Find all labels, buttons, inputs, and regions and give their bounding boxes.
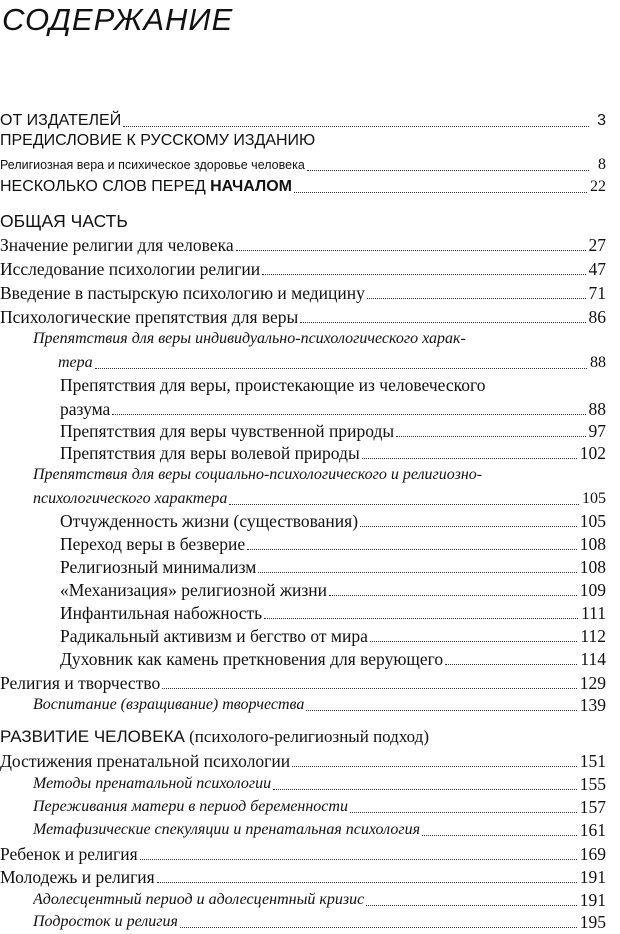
- page-number: 157: [579, 797, 606, 817]
- entry-title: Адолесцентный период и адолесцентный кризис: [33, 891, 365, 908]
- entry-title: разума: [60, 399, 111, 419]
- toc-entry-g4b3[interactable]: [60, 554, 606, 578]
- entry-title: Психологические препятствия для веры: [0, 307, 299, 327]
- page-number: 111: [581, 603, 606, 623]
- entry-title: Переживания матери в период беременности: [33, 798, 348, 815]
- entry-title: тера: [58, 354, 93, 371]
- page-number: 191: [579, 890, 606, 910]
- dot-leader: [292, 766, 577, 767]
- section-heading-general: ОБЩАЯ ЧАСТЬ: [0, 211, 128, 231]
- dot-leader: [95, 368, 587, 369]
- toc-entry-g2[interactable]: [0, 256, 606, 280]
- toc-entry-g4a1-line1: Препятствия для веры, проистекающие из человеческого: [60, 375, 486, 395]
- toc-entry-publishers[interactable]: [0, 108, 606, 132]
- dot-leader: [300, 322, 585, 323]
- entry-title: Подросток и религия: [33, 913, 178, 930]
- toc-entry-g5a[interactable]: [33, 692, 606, 716]
- toc-entry-g5[interactable]: [0, 670, 606, 694]
- page-number: 97: [588, 421, 606, 441]
- dot-leader: [294, 192, 587, 193]
- dot-leader: [157, 882, 577, 883]
- toc-entry-g4a2[interactable]: [60, 418, 606, 442]
- dot-leader: [112, 414, 585, 415]
- dot-leader: [140, 859, 577, 860]
- page-number: 109: [579, 580, 606, 600]
- toc-entry-d1a[interactable]: [33, 771, 606, 795]
- entry-title: Ребенок и религия: [0, 844, 138, 864]
- entry-title: Духовник как камень преткновения для верующего: [60, 649, 444, 669]
- entry-title: Методы пренатальной психологии: [33, 775, 272, 792]
- dot-leader: [162, 688, 577, 689]
- page-number: 86: [588, 307, 606, 327]
- entry-title: Введение в пастырскую психологию и медицину: [0, 283, 365, 303]
- dot-leader: [236, 250, 586, 251]
- page-number: 161: [579, 820, 606, 840]
- toc-entry-g4a3[interactable]: [60, 440, 606, 464]
- entry-title: Религиозный минимализм: [60, 557, 257, 577]
- entry-title: Исследование психологии религии: [0, 259, 261, 279]
- dot-leader: [229, 504, 579, 505]
- section-heading-preface: ПРЕДИСЛОВИЕ К РУССКОМУ ИЗДАНИЮ: [0, 132, 316, 149]
- entry-title: «Механизация» религиозной жизни: [60, 580, 327, 600]
- dot-leader: [258, 572, 576, 573]
- entry-title: Значение религии для человека: [0, 235, 234, 255]
- toc-entry-g4a-line1: Препятствия для веры индивидуально-психологического харак-: [33, 330, 466, 347]
- page-number: 88: [588, 399, 606, 419]
- toc-entry-g4b-line1: Препятствия для веры социально-психологического и религиозно-: [33, 466, 483, 483]
- page-number: 22: [590, 178, 606, 195]
- toc-entry-g4b5[interactable]: [60, 600, 606, 624]
- dot-leader: [180, 927, 577, 928]
- entry-title: Религиозная вера и психическое здоровье человека: [0, 158, 305, 172]
- entry-title: ОТ ИЗДАТЕЛЕЙ: [0, 112, 122, 129]
- entry-title: Достижения пренатальной психологии: [0, 751, 291, 771]
- toc-entry-g4b2[interactable]: [60, 531, 606, 555]
- page-number: 105: [582, 490, 606, 507]
- page-number: 102: [579, 443, 606, 463]
- dot-leader: [360, 526, 577, 527]
- toc-entry-d3b[interactable]: [33, 909, 606, 933]
- toc-entry-g4b4[interactable]: [60, 577, 606, 601]
- toc-entry-g1[interactable]: [0, 232, 606, 256]
- dot-leader: [367, 298, 586, 299]
- page-number: 71: [588, 283, 606, 303]
- page-number: 114: [580, 649, 606, 669]
- dot-leader: [422, 835, 577, 836]
- entry-title: Переход веры в безверие: [60, 534, 246, 554]
- dot-leader: [350, 812, 577, 813]
- page-number: 27: [588, 235, 606, 255]
- toc-entry-d1b[interactable]: [33, 794, 606, 818]
- page-number: 105: [579, 511, 606, 531]
- dot-leader: [396, 436, 585, 437]
- entry-title: Метафизические спекуляции и пренатальная психология: [33, 821, 421, 838]
- entry-title: Радикальный активизм и бегство от мира: [60, 626, 368, 646]
- page-number: 129: [579, 673, 606, 693]
- toc-entry-d1[interactable]: [0, 748, 606, 772]
- toc-entry-d2[interactable]: [0, 841, 606, 865]
- section-heading-development: РАЗВИТИЕ ЧЕЛОВЕКА (психолого-религиозный подход): [0, 727, 429, 746]
- page-number: 108: [579, 557, 606, 577]
- dot-leader: [329, 595, 577, 596]
- entry-title: Воспитание (взращивание) творчества: [33, 696, 305, 713]
- page-number: 155: [579, 774, 606, 794]
- page-number: 112: [580, 626, 606, 646]
- page-number: 47: [588, 259, 606, 279]
- entry-title: НЕСКОЛЬКО СЛОВ ПЕРЕД НАЧАЛОМ: [0, 178, 292, 195]
- entry-title: Препятствия для веры чувственной природы: [60, 421, 395, 441]
- page-number: 195: [579, 912, 606, 932]
- dot-leader: [362, 458, 577, 459]
- page-number: 88: [590, 354, 606, 371]
- page-title: СОДЕРЖАНИЕ: [2, 2, 234, 37]
- page-number: 139: [579, 695, 606, 715]
- dot-leader: [306, 710, 576, 711]
- dot-leader: [247, 549, 577, 550]
- toc-entry-g4b[interactable]: [33, 486, 606, 510]
- entry-title: Отчужденность жизни (существования): [60, 511, 359, 531]
- dot-leader: [262, 274, 585, 275]
- dot-leader: [264, 618, 578, 619]
- dot-leader: [370, 641, 578, 642]
- page-number: 169: [579, 844, 606, 864]
- toc-entry-g4a1[interactable]: [60, 396, 606, 420]
- toc-entry-preface[interactable]: [0, 152, 606, 176]
- dot-leader: [307, 170, 589, 171]
- toc-entry-d1c[interactable]: [33, 817, 606, 841]
- toc-entry-g4b7[interactable]: [60, 646, 606, 670]
- entry-title: Инфантильная набожность: [60, 603, 263, 623]
- dot-leader: [273, 789, 577, 790]
- dot-leader: [123, 126, 589, 127]
- page-number: 191: [579, 867, 606, 887]
- page-number: 108: [579, 534, 606, 554]
- toc-entry-d3[interactable]: [0, 864, 606, 888]
- page-number: 8: [598, 156, 606, 173]
- entry-title: психологического характера: [33, 490, 228, 507]
- toc-entry-g3[interactable]: [0, 280, 606, 304]
- toc-entry-g4b1[interactable]: [60, 508, 606, 532]
- page-number: 151: [579, 751, 606, 771]
- dot-leader: [445, 664, 577, 665]
- entry-title: Препятствия для веры волевой природы: [60, 443, 360, 463]
- toc-entry-g4a[interactable]: [58, 350, 606, 374]
- entry-title: Молодежь и религия: [0, 867, 155, 887]
- toc-entry-g4b6[interactable]: [60, 623, 606, 647]
- toc-entry-d3a[interactable]: [33, 887, 606, 911]
- toc-entry-g4[interactable]: [0, 304, 606, 328]
- toc-entry-intro[interactable]: [0, 174, 606, 198]
- dot-leader: [366, 905, 577, 906]
- page-number: 3: [597, 112, 606, 129]
- entry-title: Религия и творчество: [0, 673, 161, 693]
